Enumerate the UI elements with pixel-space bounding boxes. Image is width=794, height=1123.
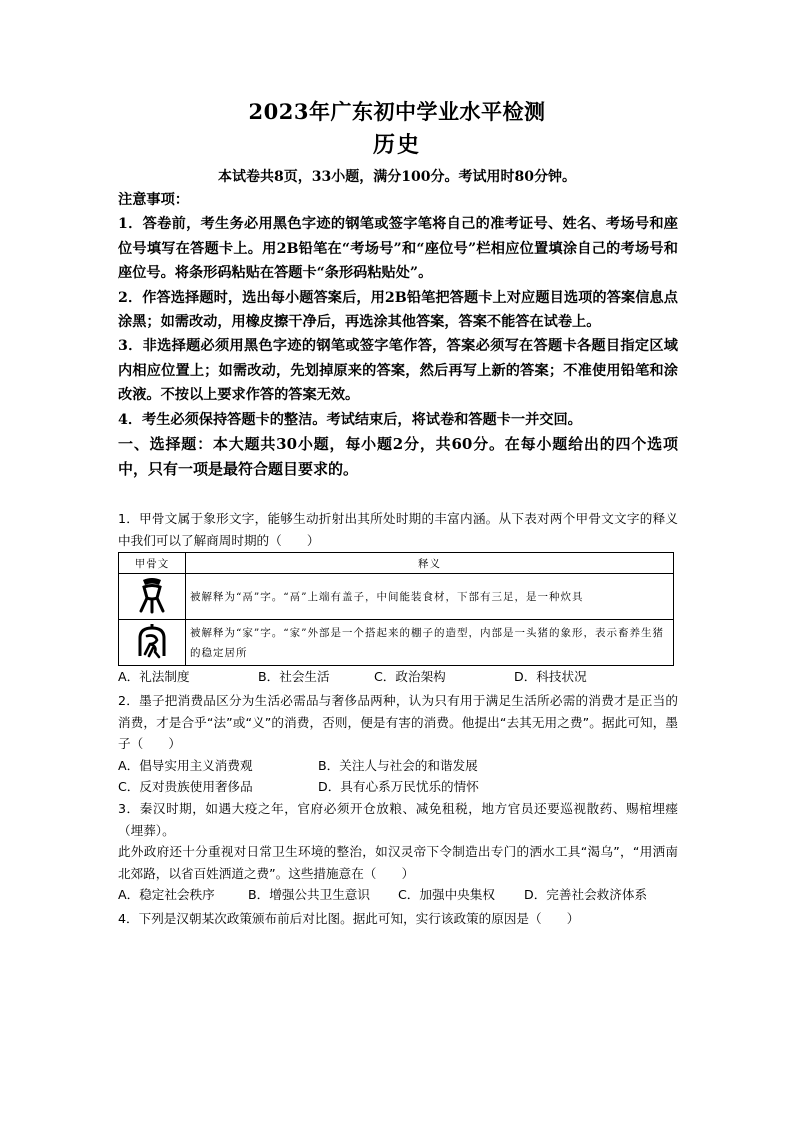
q1-options [118,666,678,688]
subject-title: 历史 [372,132,421,158]
row-2-meaning: 被解释为“家”字。“家”外部是一个搭起来的棚子的造型，内部是一头猪的象形，表示畜养生猪的稳定居所 [186,620,674,666]
table-header-row [119,553,674,574]
q2-option-a[interactable]: A．倡导实用主义消费观 [118,757,253,773]
note-item-4: 4．考生必须保持答题卡的整洁。考试结束后，将试卷和答题卡一并交回。 [118,411,582,428]
q1-stem: 1．甲骨文属于象形文字，能够生动折射出其所处时期的丰富内涵。从下表对两个甲骨文文字的释义中我们可以了解商周时期的（ ） [118,511,678,548]
question-4 [118,908,678,930]
q3-stem-continued: 此外政府还十分重视对日常卫生环境的整治，如汉灵帝下令制造出专门的洒水工具“渴乌”，“用洒南北郊路，以省百姓洒道之费”。这些措施意在（ ） [118,844,678,881]
exam-title: 2023年广东初中学业水平检测 [248,99,546,124]
q1-option-a[interactable]: A．礼法制度 [118,669,190,684]
exam-info: 本试卷共8页，33小题，满分100分。考试用时80分钟。 [218,169,576,185]
oracle-jia-icon [119,620,186,666]
q3-option-a[interactable]: A．稳定社会秩序 [118,887,215,902]
note-item-2: 2．作答选择题时，选出每小题答案后，用2B铅笔把答题卡上对应题目选项的答案信息点涂黑；如需改动，用橡皮擦干净后，再选涂其他答案，答案不能答在试卷上。 [118,289,678,331]
q2-options-row1 [118,755,678,777]
q2-option-c[interactable]: C．反对贵族使用奢侈品 [118,779,253,794]
oracle-table [118,552,674,666]
q4-stem: 4．下列是汉朝某次政策颁布前后对比图。据此可知，实行该政策的原因是（ ） [118,911,580,926]
q3-options [118,884,678,906]
question-2 [118,690,678,798]
question-3 [118,798,678,906]
header-glyph: 甲骨文 [119,553,186,574]
notes-heading: 注意事项： [118,192,189,208]
q1-option-d[interactable]: D．科技状况 [514,669,587,684]
q3-option-b[interactable]: B．增强公共卫生意识 [248,887,370,902]
q3-stem: 3．秦汉时期，如遇大疫之年，官府必须开仓放粮、减免租税，地方官员还要巡视散药、赐棺埋瘗（埋葬）。 [118,801,678,838]
table-row [119,574,674,620]
q3-option-d[interactable]: D．完善社会救济体系 [524,887,648,902]
q2-options-row2 [118,776,678,798]
section-title: 一、选择题：本大题共30小题，每小题2分，共60分。在每小题给出的四个选项中，只有一项是最符合题目要求的。 [118,435,678,478]
q2-stem: 2．墨子把消费品区分为生活必需品与奢侈品两种，认为只有用于满足生活所必需的消费才是正当的消费，才是合乎“法”或“义”的消费，否则，便是有害的消费。他提出“去其无用之费”。据此可知，墨子（ ） [118,693,678,751]
row-1-meaning: 被解释为“鬲”字。“鬲”上端有盖子，中间能装食材，下部有三足，是一种炊具 [186,574,674,620]
notes-section [118,188,678,481]
note-item-3: 3．非选择题必须用黑色字迹的钢笔或签字笔作答，答案必须写在答题卡各题目指定区域内相应位置上；如需改动，先划掉原来的答案，然后再写上新的答案；不准使用铅笔和涂改液。不按以上要求作答的答案无效。 [118,338,678,404]
q2-option-d[interactable]: D．具有心系万民忧乐的情怀 [318,779,479,794]
q1-option-b[interactable]: B．社会生活 [258,669,330,684]
q1-option-c[interactable]: C．政治架构 [374,669,446,684]
question-1 [118,508,678,688]
q3-option-c[interactable]: C．加强中央集权 [398,887,495,902]
note-item-1: 1．答卷前，考生务必用黑色字迹的钢笔或签字笔将自己的准考证号、姓名、考场号和座位号填写在答题卡上。用2B铅笔在“考场号”和“座位号”栏相应位置填涂自己的考场号和座位号。将条形码粘贴在答题卡“条形码粘贴处”。 [118,216,678,282]
oracle-li-icon [119,574,186,620]
q2-option-b[interactable]: B．关注人与社会的和谐发展 [318,757,478,773]
table-row [119,620,674,666]
header-meaning: 释义 [186,553,674,574]
